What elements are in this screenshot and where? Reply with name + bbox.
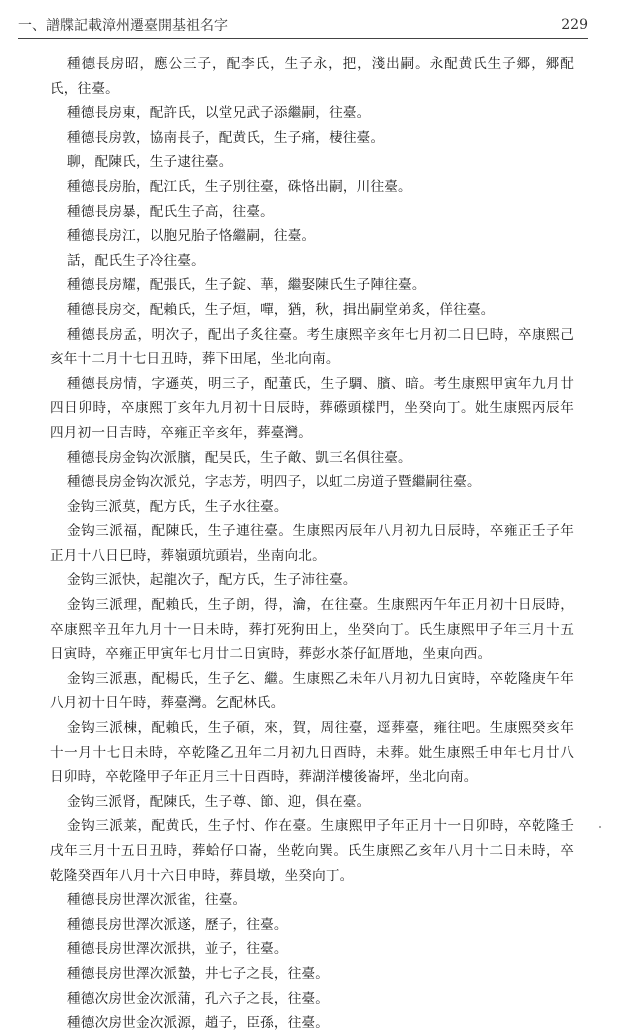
paragraph: 種德長房江，以胞兄胎子恪繼嗣，往臺。 [67,228,316,245]
paragraph: 種德長房世澤次派蟄，井七子之長，往臺。 [67,965,330,982]
paragraph: 金钩三派莫，配方氏，生子水往臺。 [67,498,288,515]
paragraph: 種德長房情，字遜英，明三子，配董氏，生子騆、臏、暗。考生康熙甲寅年九月廿四日卯時，卒康熙丁亥年九月初十日辰時，葬礤頭樣門，坐癸向丁。妣生康熙丙辰年四月初一日吉時，卒雍正辛亥年，葬臺灣。 [50,375,574,441]
paragraph: 種德長房昭，應公三子，配李氏，生子永，把，淺出嗣。永配黄氏生子郷，郷配氏，往臺。 [50,56,574,97]
paragraph: 種德長房金钩次派兑，字志芳，明四子，以虹二房道子暨繼嗣往臺。 [67,474,481,491]
paragraph: 種德次房世金次派蒲，孔六子之長，往臺。 [67,990,330,1007]
header-divider [18,38,588,39]
paragraph: 種德長房敦，協南長子，配黄氏，生子痛，棲往臺。 [67,129,385,146]
paragraph: 金钩三派理，配賴氏，生子朗，得，瀹，在往臺。生康熙丙午年正月初十日辰時，卒康熙辛丑年九月十一日未時，葬打死狗田上，坐癸向丁。氏生康熙甲子年三月十五日寅時，卒雍正甲寅年七月廿二日寅時，葬彭水茶仔缸厝地，坐東向西。 [50,597,574,663]
paragraph: 金钩三派快，起龍次子，配方氏，生子沛往臺。 [67,572,357,589]
page-number: 229 [561,17,588,33]
genealogy-text [50,52,574,1036]
paragraph: 金钩三派惠，配楊氏，生子乞、繼。生康熙乙未年八月初九日寅時，卒乾隆庚午年八月初十日午時，葬臺灣。乞配林氏。 [50,670,574,712]
header-title: 一、譜牒記載漳州遷臺開基祖名字 [18,18,228,34]
paragraph: 種德長房東，配許氏，以堂兄武子添繼嗣，往臺。 [67,105,371,122]
running-header [18,14,588,36]
paragraph: 種德長房世澤次派遂，歷子，往臺。 [67,916,288,933]
paragraph: 種德長房暴，配氏生子高，往臺。 [67,203,274,220]
paragraph: 種德長房耀，配張氏，生子錠、華，繼娶陳氏生子陣往臺。 [67,277,426,294]
page-speck [599,826,601,828]
paragraph: 聊，配陳氏，生子逮往臺。 [67,154,233,171]
paragraph: 種德長房交，配賴氏，生子烜，嘽，猶，秋，揖出嗣堂弟炙，佯往臺。 [67,301,495,318]
paragraph: 話，配氏生子冷往臺。 [67,252,205,269]
paragraph: 種德次房世金次派源，趙子，臣孫，往臺。 [67,1015,330,1032]
paragraph: 種德長房世澤次派雀，往臺。 [67,892,247,909]
paragraph: 金钩三派福，配陳氏，生子連往臺。生康熙丙辰年八月初九日辰時，卒雍正壬子年正月十八日巳時，葬嶺頭坑頭岩，坐南向北。 [50,523,574,564]
paragraph: 種德長房胎，配江氏，生子別往臺，硃恪出嗣，川往臺。 [67,178,412,195]
paragraph: 金钩三派肾，配陳氏，生子尊、節、迎，俱在臺。 [67,793,371,810]
paragraph: 種德長房世澤次派拱，並子，往臺。 [67,941,288,958]
paragraph: 金钩三派莱，配黄氏，生子忖、作在臺。生康熙甲子年正月十一日卯時，卒乾隆壬戌年三月十五日丑時，葬蛤仔口崙，坐乾向巽。氏生康熙乙亥年八月十二日未時，卒乾隆癸酉年八月十六日申時，葬員墩，坐癸向丁。 [50,818,574,884]
paragraph: 種德長房孟，明次子，配出子炙往臺。考生康熙辛亥年七月初二日巳時，卒康熙己亥年十二月十七日丑時，葬下田尾，坐北向南。 [50,326,574,368]
paragraph: 金钩三派棟，配賴氏，生子碩，來，賀，周往臺，逕葬臺，雍往吧。生康熙癸亥年十一月十七日未時，卒乾隆乙丑年二月初九日酉時，未葬。妣生康熙壬申年七月廿八日卯時，卒乾隆甲子年正月三十日酉時，葬湖洋樓後崙坪，坐北向南。 [50,720,574,786]
paragraph: 種德長房金钩次派臏，配吴氏，生子敵、凱三名俱往臺。 [67,449,412,466]
